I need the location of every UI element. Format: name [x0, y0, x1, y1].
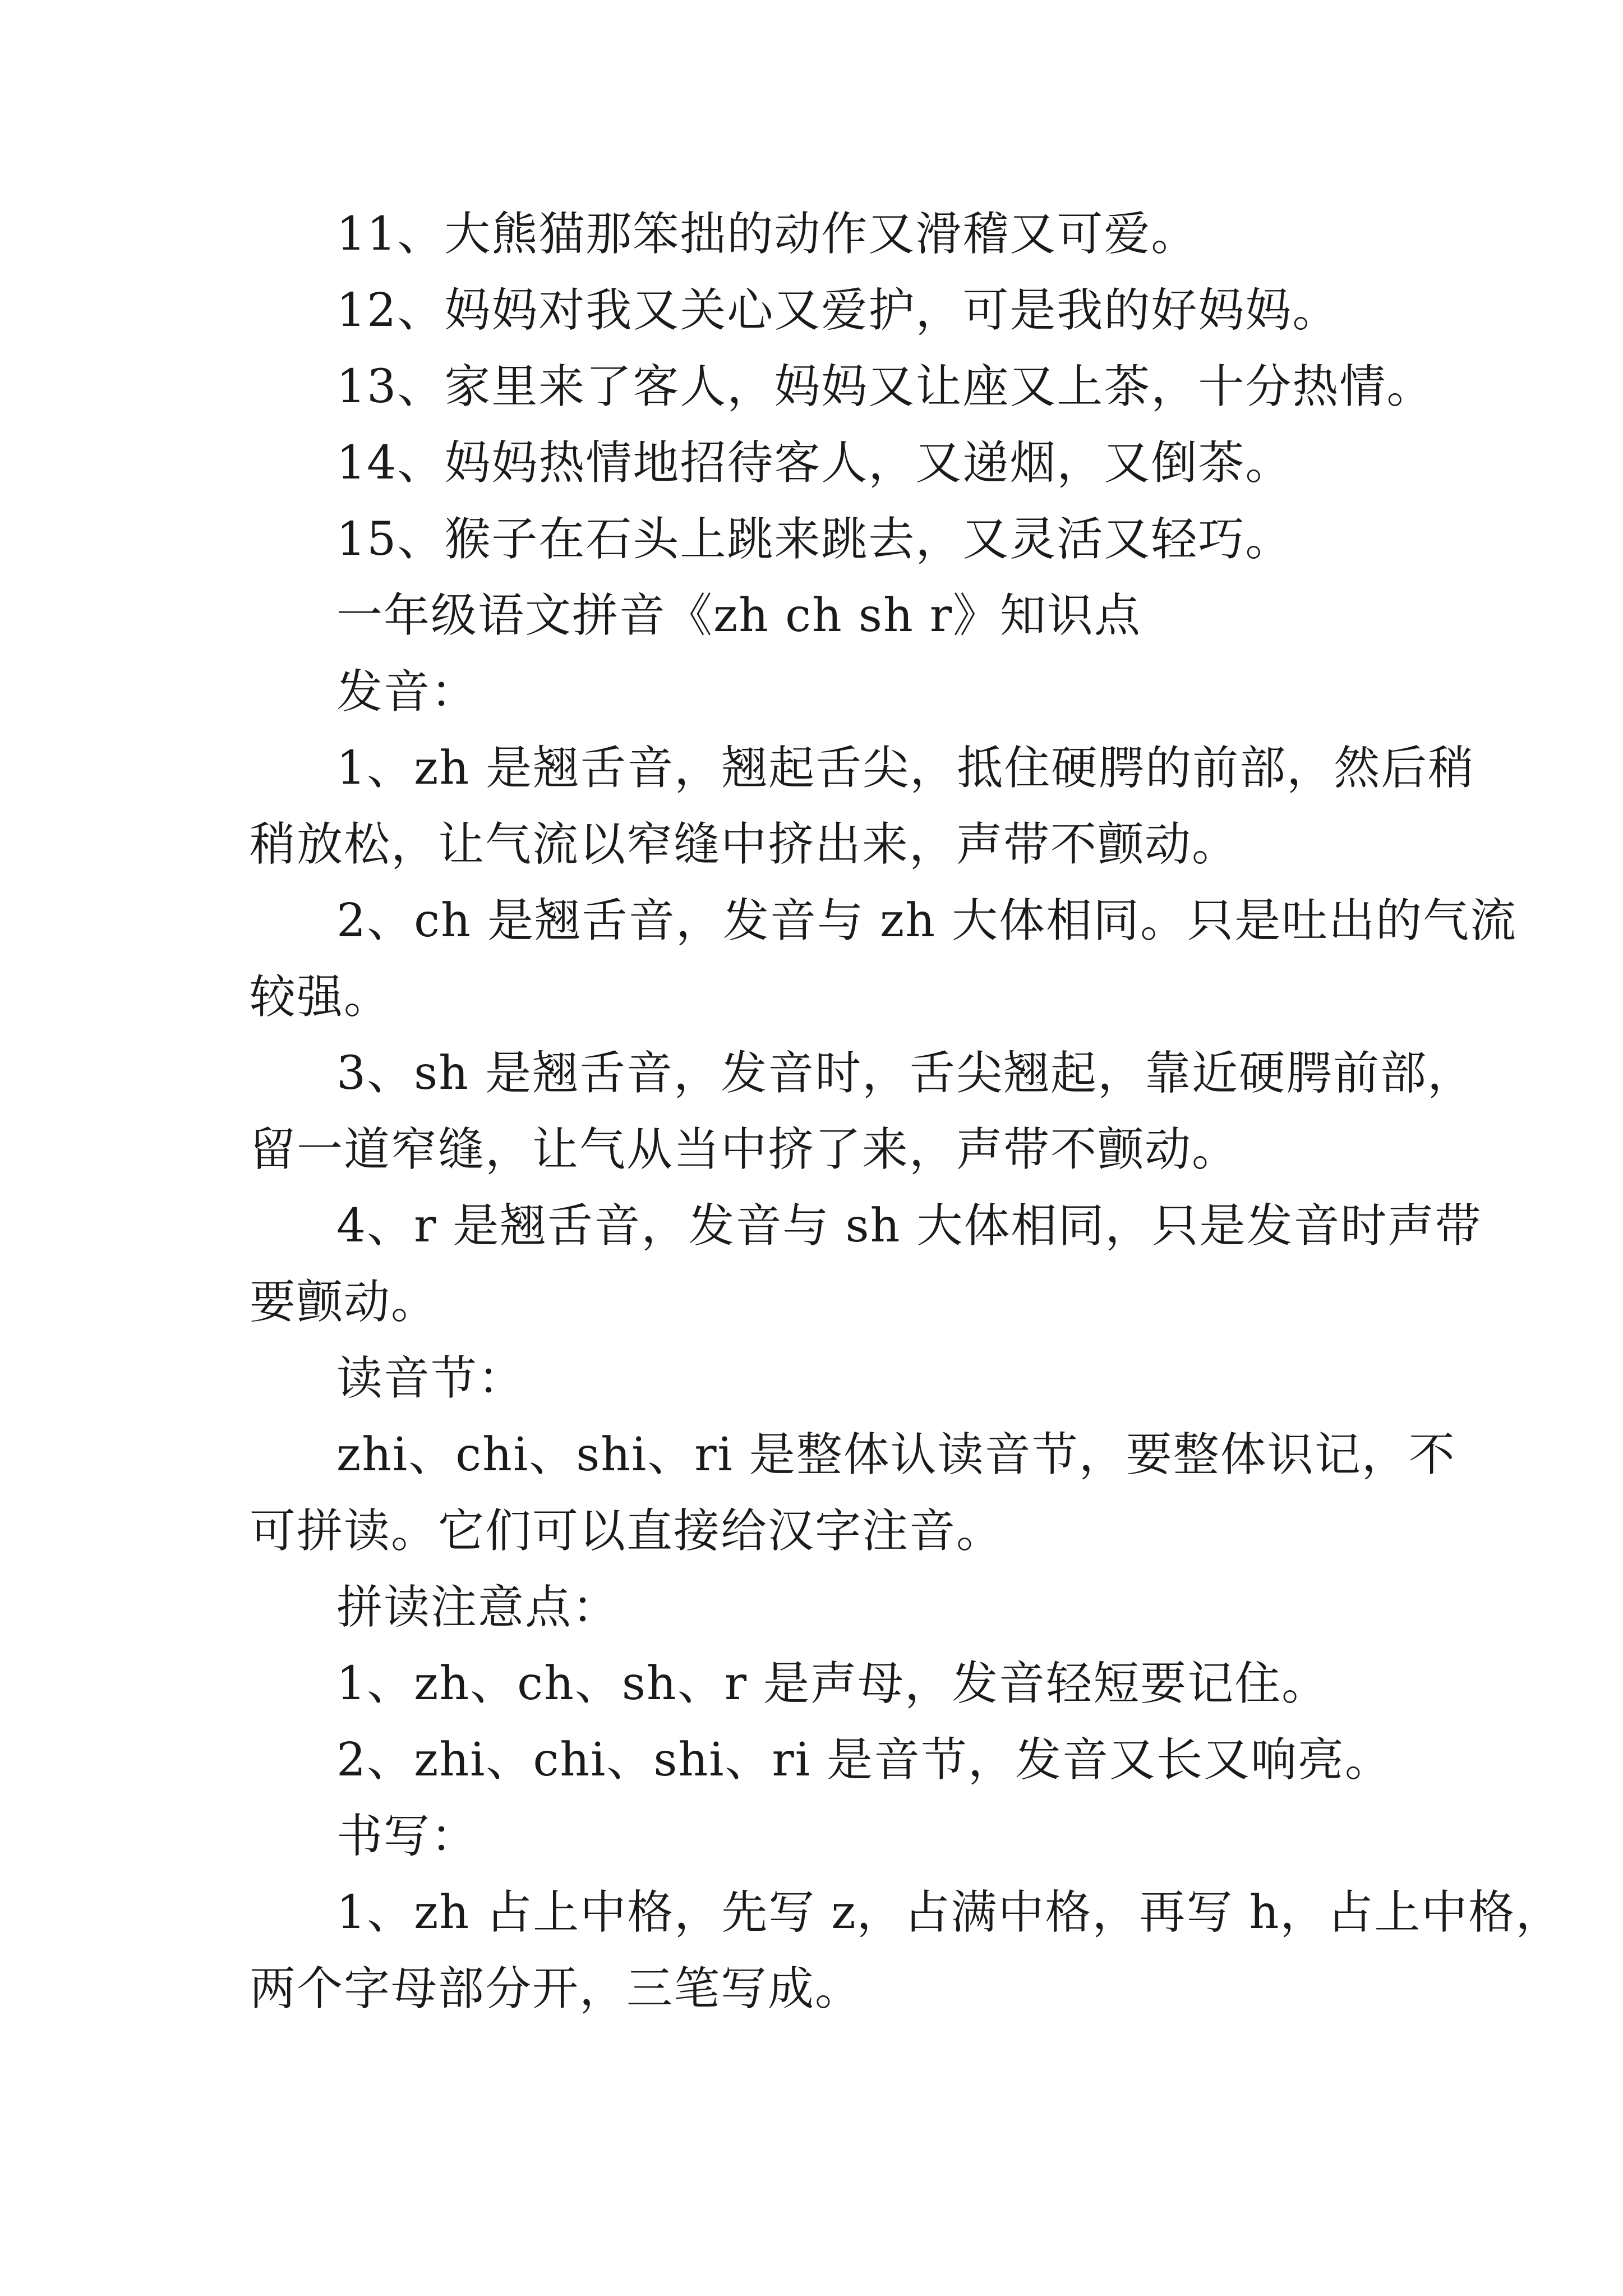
text-line: 11、大熊猫那笨拙的动作又滑稽又可爱。	[336, 208, 1198, 261]
text-line: 13、家里来了客人，妈妈又让座又上茶，十分热情。	[336, 360, 1434, 413]
subheading: 书写：	[336, 1810, 478, 1863]
subheading: 拼读注意点：	[336, 1581, 620, 1634]
text-line: 可拼读。它们可以直接给汉字注音。	[250, 1504, 1004, 1558]
text-line: 15、猴子在石头上跳来跳去，又灵活又轻巧。	[336, 513, 1293, 566]
text-line: 1、zh、ch、sh、r 是声母，发音轻短要记住。	[336, 1657, 1329, 1710]
text-line: 2、ch 是翘舌音，发音与 zh 大体相同。只是吐出的气流	[336, 894, 1518, 947]
text-line: zhi、chi、shi、ri 是整体认读音节，要整体识记，不	[336, 1428, 1456, 1481]
document-page	[250, 196, 1563, 2027]
text-line: 1、zh 占上中格，先写 z，占满中格，再写 h，占上中格，	[336, 1886, 1563, 1939]
text-line: 14、妈妈热情地招待客人，又递烟，又倒茶。	[336, 436, 1293, 490]
subheading: 读音节：	[336, 1352, 525, 1405]
text-line: 较强。	[250, 970, 391, 1024]
text-line: 1、zh 是翘舌音，翘起舌尖，抵住硬腭的前部，然后稍	[336, 742, 1476, 795]
text-line: 2、zhi、chi、shi、ri 是音节，发音又长又响亮。	[336, 1733, 1392, 1787]
text-line: 两个字母部分开，三笔写成。	[250, 1962, 863, 2016]
text-line: 稍放松，让气流以窄缝中挤出来，声带不颤动。	[250, 818, 1239, 871]
text-line: 要颤动。	[250, 1276, 439, 1329]
text-line: 4、r 是翘舌音，发音与 sh 大体相同，只是发音时声带	[336, 1199, 1482, 1253]
text-line: 留一道窄缝，让气从当中挤了来，声带不颤动。	[250, 1123, 1239, 1176]
subheading: 发音：	[336, 665, 478, 719]
text-line: 3、sh 是翘舌音，发音时，舌尖翘起，靠近硬腭前部，	[336, 1047, 1475, 1100]
text-line: 12、妈妈对我又关心又爱护，可是我的好妈妈。	[336, 284, 1340, 337]
section-heading: 一年级语文拼音《zh ch sh r》知识点	[336, 589, 1142, 642]
